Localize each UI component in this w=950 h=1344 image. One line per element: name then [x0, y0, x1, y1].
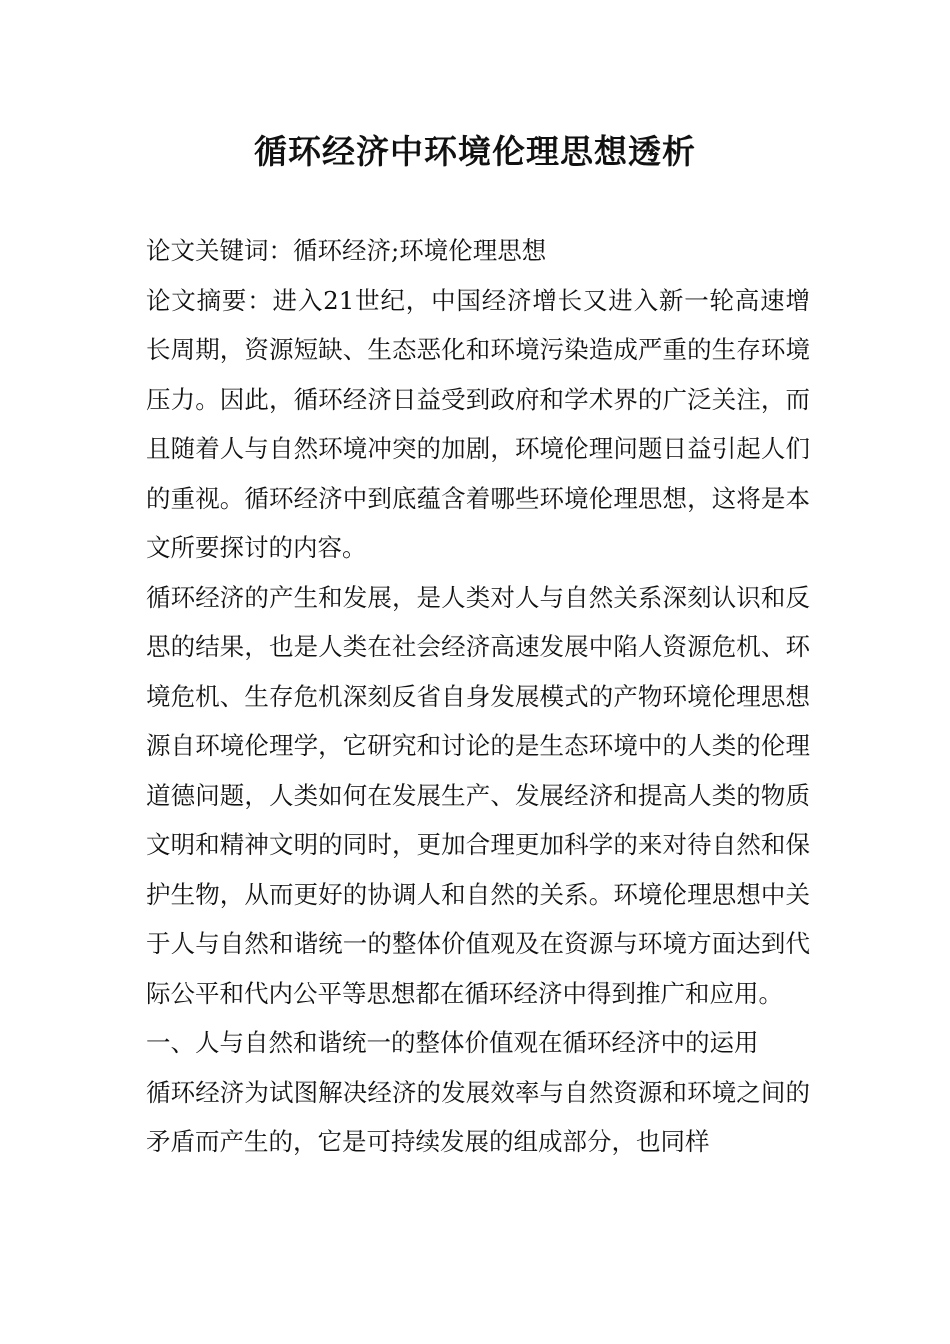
section-paragraph: 循环经济为试图解决经济的发展效率与自然资源和环境之间的矛盾而产生的，它是可持续发展的组成部分，也同样	[146, 1077, 810, 1156]
document-title: 循环经济中环境伦理思想透析	[254, 132, 696, 171]
section-heading: 一、人与自然和谐统一的整体价值观在循环经济中的运用	[146, 1028, 759, 1057]
keywords-line: 论文关键词：循环经济;环境伦理思想	[146, 236, 547, 265]
intro-paragraph: 循环经济的产生和发展，是人类对人与自然关系深刻认识和反思的结果，也是人类在社会经济高速发展中陷人资源危机、环境危机、生存危机深刻反省自身发展模式的产物环境伦理思想源自环境伦理学，它研究和讨论的是生态环境中的人类的伦理道德问题，人类如何在发展生产、发展经济和提高人类的物质文明和精神文明的同时，更加合理更加科学的来对待自然和保护生物，从而更好的协调人和自然的关系。环境伦理思想中关于人与自然和谐统一的整体价值观及在资源与环境方面达到代际公平和代内公平等思想都在循环经济中得到推广和应用。	[146, 582, 810, 1008]
abstract-paragraph: 论文摘要：进入21世纪，中国经济增长又进入新一轮高速增长周期，资源短缺、生态恶化和环境污染造成严重的生存环境压力。因此，循环经济日益受到政府和学术界的广泛关注，而且随着人与自然环境冲突的加剧，环境伦理问题日益引起人们的重视。循环经济中到底蕴含着哪些环境伦理思想，这将是本文所要探讨的内容。	[146, 285, 810, 562]
document-body	[146, 226, 810, 1167]
